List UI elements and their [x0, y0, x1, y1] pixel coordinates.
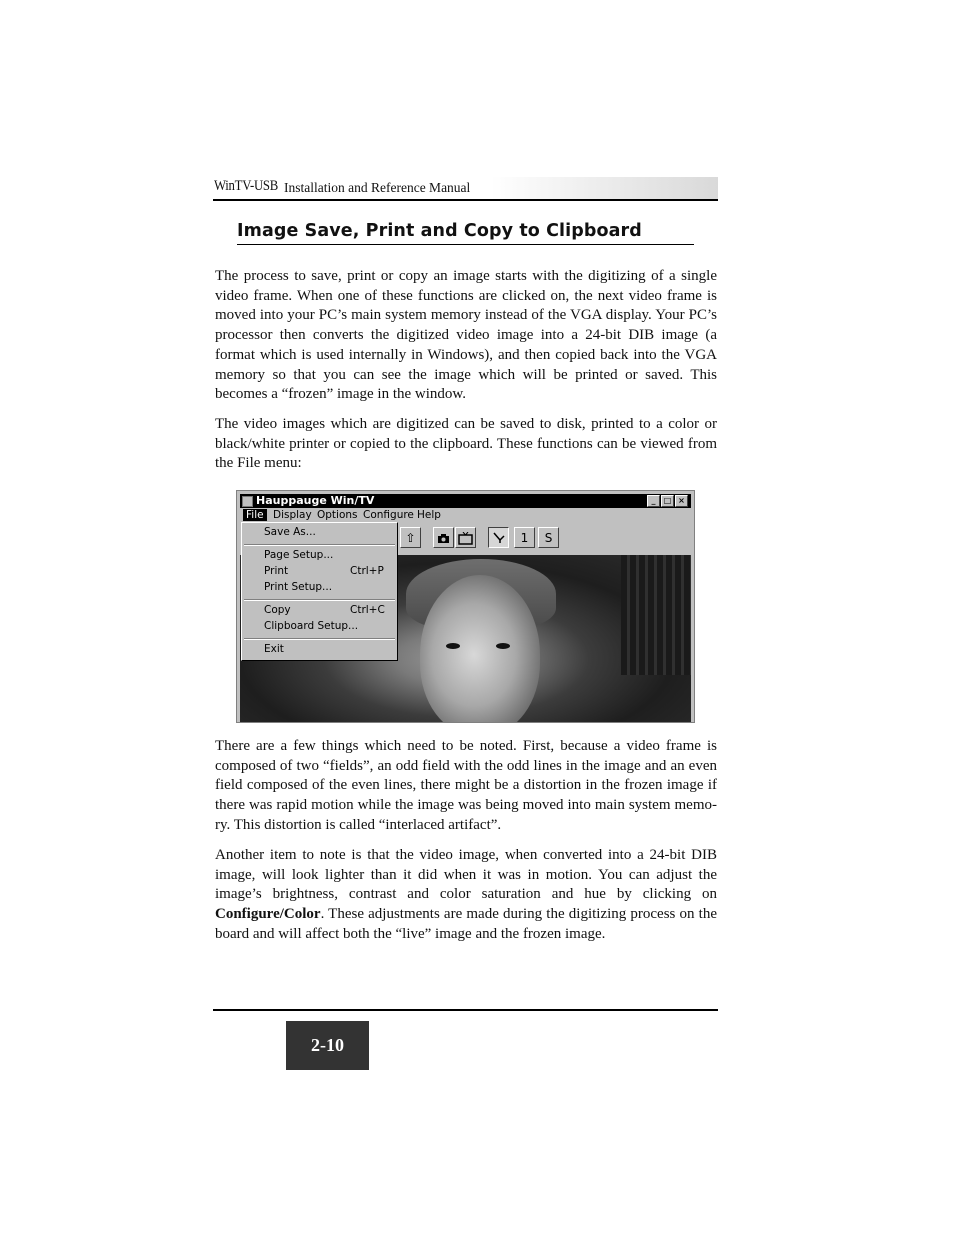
running-header — [213, 177, 718, 201]
menu-item-copy-label: Copy — [264, 604, 291, 616]
paragraph-4-text-a: Another item to note is that the video image, when converted into a 24-bit DIB image, will look lighter than it did when it was in motion. You can adjust the image’s brightness, contrast and color saturation and hue by clicking on — [215, 847, 717, 903]
menu-item-print-setup[interactable]: Print Setup... — [264, 581, 333, 593]
menu-configure[interactable]: Configure — [363, 509, 414, 521]
tv-button[interactable] — [455, 527, 476, 548]
toolbar — [397, 526, 691, 552]
menu-help[interactable]: Help — [417, 509, 441, 521]
close-button[interactable]: × — [675, 495, 688, 507]
file-menu-dropdown — [241, 522, 398, 661]
menu-item-print[interactable] — [264, 565, 384, 577]
paragraph-3: There are a few things which need to be noted. First, because a video frame is composed of two “fields”, an odd field with the odd lines in the image and an even field composed of the even lines, there might be a distortion in the frozen image if there was rapid motion while the image was being moved into main system memo-ry. This distortion is called “interlaced artifact”. — [215, 738, 717, 833]
menu-item-page-setup[interactable]: Page Setup... — [264, 549, 334, 561]
copy-shortcut: Ctrl+C — [350, 604, 385, 616]
paragraph-4 — [215, 846, 717, 945]
paragraph-4-text-b: . These adjustments are made during the digitizing process on the board and will affect both the “live” image and the frozen image. — [215, 906, 717, 942]
app-icon — [242, 496, 253, 507]
configure-color-emphasis: Configure/Color — [215, 906, 321, 923]
right-eye-shape — [496, 643, 510, 649]
menu-separator — [244, 599, 395, 601]
channel-1-button[interactable]: 1 — [514, 527, 535, 548]
menu-separator — [244, 638, 395, 640]
maximize-button[interactable]: □ — [661, 495, 674, 507]
face-shape — [420, 575, 540, 723]
header-brand: WinTV-USB — [214, 178, 279, 194]
menu-file[interactable]: File — [243, 509, 267, 521]
menu-item-save-as[interactable]: Save As... — [264, 526, 316, 538]
menu-item-print-label: Print — [264, 565, 289, 577]
header-subtitle: Installation and Reference Manual — [284, 180, 471, 195]
menu-options[interactable]: Options — [317, 509, 358, 521]
section-title: Image Save, Print and Copy to Clipboard — [237, 221, 694, 245]
camera-icon — [437, 533, 450, 544]
snapshot-button[interactable] — [433, 527, 454, 548]
antenna-button[interactable] — [488, 527, 509, 548]
footer-rule — [213, 1009, 718, 1011]
menu-item-copy[interactable] — [264, 604, 385, 616]
paragraph-2: The video images which are digitized can be saved to disk, printed to a color or black/white printer or copied to the clipboard. These functions can be viewed from the File menu: — [215, 416, 717, 472]
minimize-button[interactable]: _ — [647, 495, 660, 507]
s-button[interactable]: S — [538, 527, 559, 548]
left-eye-shape — [446, 643, 460, 649]
bookshelf-background — [621, 555, 691, 675]
window-title: Hauppauge Win/TV — [256, 494, 375, 507]
tv-icon — [458, 532, 473, 545]
menu-display[interactable]: Display — [273, 509, 312, 521]
page-number: 2-10 — [286, 1021, 369, 1070]
menubar — [240, 509, 691, 523]
wintv-screenshot — [236, 490, 695, 723]
window-titlebar — [240, 494, 691, 508]
menu-item-exit[interactable]: Exit — [264, 643, 284, 655]
paragraph-1: The process to save, print or copy an image starts with the digitizing of a single video frame. When one of these functions are clicked on, the next video frame is moved into your PC’s main system memory instead of the VGA display. Your PC’s processor then converts the digitized video image into a 24-bit DIB image (a format which is used internally in Windows), and then copied back into the VGA memory so that you can see the image which will be printed or saved. This becomes a “frozen” image in the window. — [215, 268, 717, 403]
up-arrow-button[interactable]: ⇧ — [400, 527, 421, 548]
antenna-icon — [493, 532, 505, 544]
print-shortcut: Ctrl+P — [350, 565, 384, 577]
menu-item-clipboard-setup[interactable]: Clipboard Setup... — [264, 620, 359, 632]
menu-separator — [244, 544, 395, 546]
